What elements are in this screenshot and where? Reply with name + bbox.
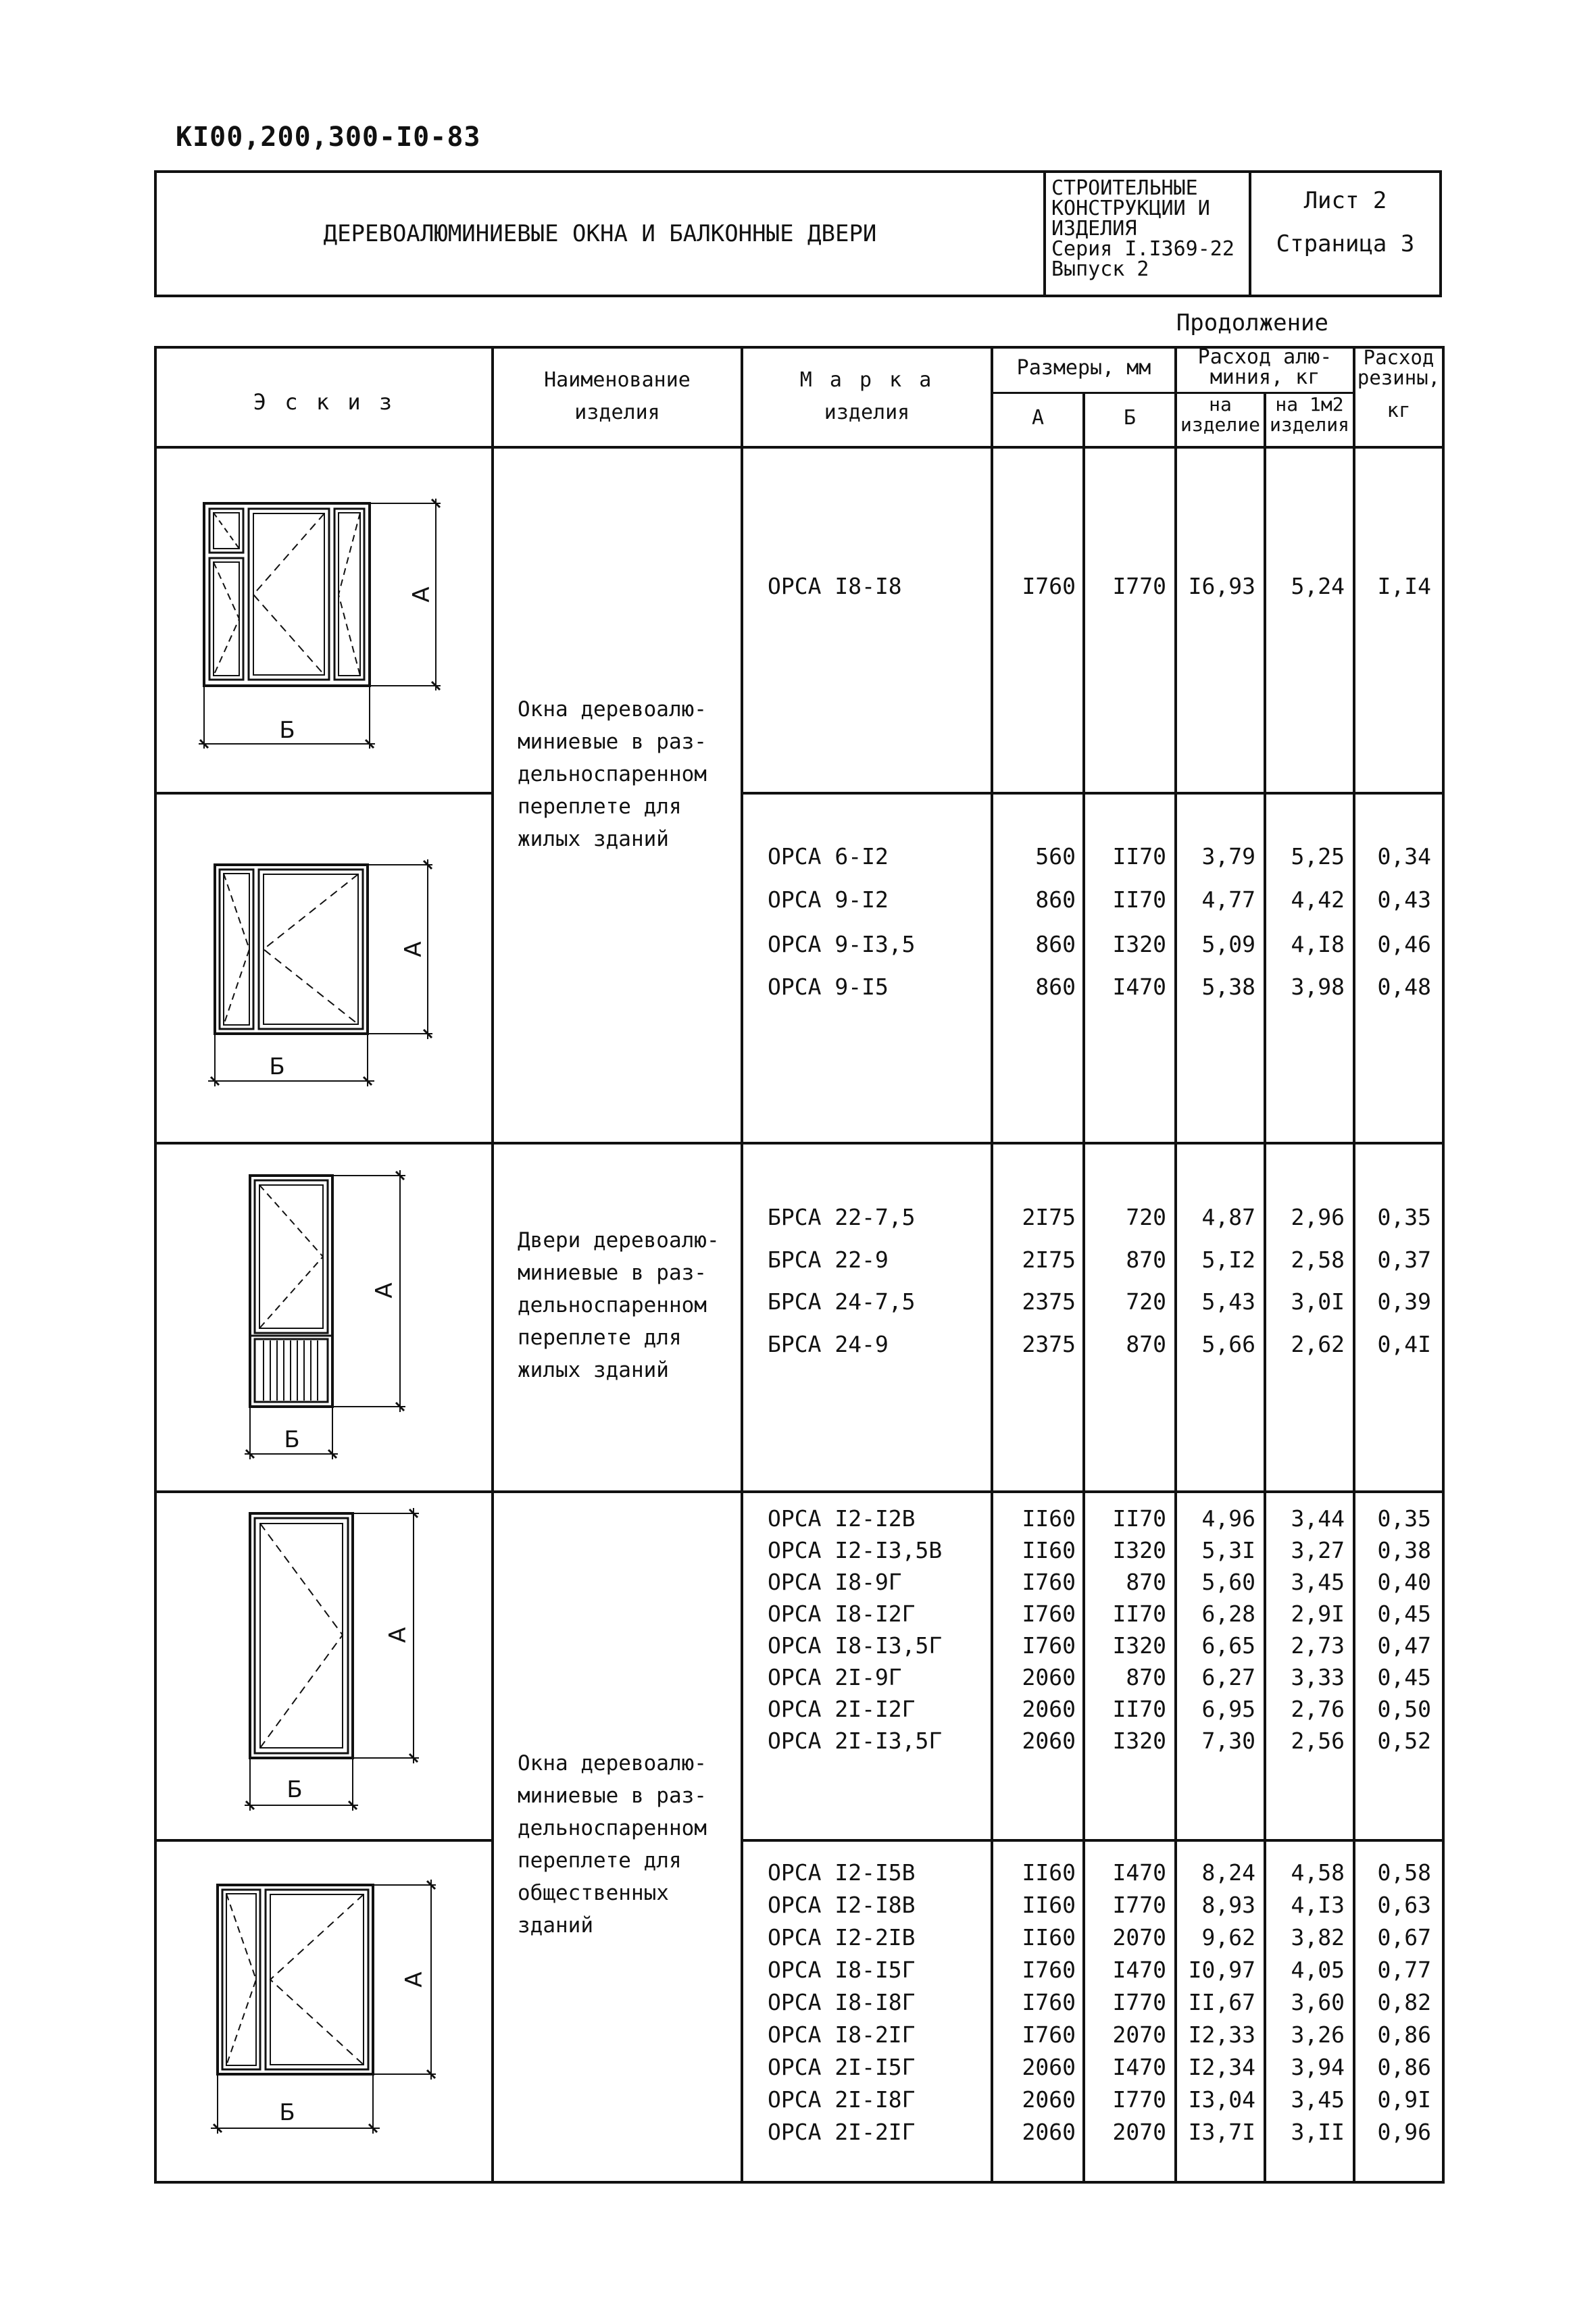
table-cell-rubber: 0,58 bbox=[1377, 1859, 1431, 1886]
table-cell-alu-m2: 3,94 bbox=[1291, 2054, 1345, 2080]
table-cell-alu-m2: 2,9I bbox=[1291, 1601, 1345, 1627]
item-name-line: миниевые в раз- bbox=[518, 730, 707, 754]
table-cell-alu-item: 4,96 bbox=[1201, 1505, 1255, 1532]
table-cell-alu-item: 6,28 bbox=[1201, 1601, 1255, 1627]
series-line: КОНСТРУКЦИИ И bbox=[1051, 197, 1210, 220]
table-cell-rubber: 0,38 bbox=[1377, 1537, 1431, 1563]
table-cell-alu-m2: 4,I3 bbox=[1291, 1892, 1345, 1918]
table-cell-mark: ОРСА 9-I5 bbox=[768, 974, 889, 1000]
table-cell-alu-m2: 5,24 bbox=[1291, 573, 1345, 599]
table-cell-mark: ОРСА I2-I5В bbox=[768, 1859, 916, 1886]
item-name-line: дельноспаренном bbox=[518, 762, 707, 786]
table-cell-alu-item: 5,60 bbox=[1201, 1569, 1255, 1595]
item-name-group-3 bbox=[518, 1747, 707, 1942]
table-cell-alu-m2: 3,26 bbox=[1291, 2021, 1345, 2048]
table-cell-mark: ОРСА 2I-9Г bbox=[768, 1664, 902, 1690]
dim-b-label: Б bbox=[286, 1776, 303, 1803]
table-cell-a: 2060 bbox=[1022, 1696, 1076, 1722]
table-cell-alu-item: 5,09 bbox=[1201, 931, 1255, 957]
table-cell-alu-item: 5,38 bbox=[1201, 974, 1255, 1000]
table-cell-mark: ОРСА I2-I3,5В bbox=[768, 1537, 943, 1563]
header-alu-item bbox=[1177, 395, 1264, 435]
table-cell-a: I760 bbox=[1022, 1632, 1076, 1659]
table-cell-mark: ОРСА 2I-2IГ bbox=[768, 2119, 916, 2145]
table-cell-alu-item: 4,77 bbox=[1201, 886, 1255, 913]
header-sizes: Размеры, мм bbox=[1016, 356, 1151, 380]
table-cell-a: 860 bbox=[1035, 931, 1076, 957]
header-sketch: Э с к и з bbox=[253, 389, 395, 415]
item-name-line: Окна деревоалю- bbox=[518, 697, 707, 722]
table-cell-alu-m2: 4,58 bbox=[1291, 1859, 1345, 1886]
item-name-line: зданий bbox=[518, 1913, 593, 1938]
header-mark bbox=[743, 369, 991, 424]
table-cell-alu-m2: 4,42 bbox=[1291, 886, 1345, 913]
sheet-info bbox=[1251, 173, 1439, 295]
continuation-label: Продолжение bbox=[1176, 309, 1328, 336]
header-name bbox=[494, 369, 741, 424]
header-rubber-line: Расход bbox=[1363, 346, 1435, 369]
table-cell-a: 2I75 bbox=[1022, 1247, 1076, 1273]
table-cell-b: I320 bbox=[1112, 931, 1166, 957]
table-cell-alu-m2: 4,I8 bbox=[1291, 931, 1345, 957]
table-cell-mark: ОРСА I8-I8Г bbox=[768, 1989, 916, 2015]
table-cell-rubber: 0,39 bbox=[1377, 1288, 1431, 1315]
table-cell-b: I320 bbox=[1112, 1537, 1166, 1563]
table-cell-alu-m2: 3,82 bbox=[1291, 1924, 1345, 1951]
item-name-line: миниевые в раз- bbox=[518, 1784, 707, 1808]
table-cell-mark: ОРСА I2-I8В bbox=[768, 1892, 916, 1918]
item-name-line: дельноспаренном bbox=[518, 1293, 707, 1317]
table-cell-alu-item: 8,24 bbox=[1201, 1859, 1255, 1886]
table-cell-mark: ОРСА I2-I2В bbox=[768, 1505, 916, 1532]
table-cell-a: I760 bbox=[1022, 573, 1076, 599]
table-cell-rubber: I,I4 bbox=[1377, 573, 1431, 599]
item-name-line: миниевые в раз- bbox=[518, 1261, 707, 1285]
table-cell-b: 720 bbox=[1126, 1288, 1166, 1315]
table-cell-alu-m2: 2,76 bbox=[1291, 1696, 1345, 1722]
item-name-group-1 bbox=[518, 693, 707, 855]
table-cell-alu-m2: 3,0I bbox=[1291, 1288, 1345, 1315]
item-name-line: переплете для bbox=[518, 795, 682, 819]
table-cell-alu-item: 7,30 bbox=[1201, 1728, 1255, 1754]
table-cell-alu-item: I3,7I bbox=[1188, 2119, 1255, 2145]
table-cell-b: II70 bbox=[1112, 1696, 1166, 1722]
table-cell-alu-item: I2,33 bbox=[1188, 2021, 1255, 2048]
header-rubber bbox=[1355, 347, 1442, 420]
dim-b-label: Б bbox=[279, 2099, 295, 2126]
series-line: Серия I.I369-22 bbox=[1051, 237, 1235, 261]
table-cell-alu-item: 6,65 bbox=[1201, 1632, 1255, 1659]
title-block bbox=[154, 170, 1442, 297]
table-cell-mark: ОРСА I8-2IГ bbox=[768, 2021, 916, 2048]
header-rubber-line: резины, bbox=[1357, 366, 1441, 389]
series-line: Выпуск 2 bbox=[1051, 257, 1149, 281]
table-cell-a: 2060 bbox=[1022, 2086, 1076, 2113]
table-cell-a: 2060 bbox=[1022, 1664, 1076, 1690]
header-alu-item-line: на bbox=[1209, 393, 1232, 416]
table-cell-b: 2070 bbox=[1112, 1924, 1166, 1951]
table-cell-b: I470 bbox=[1112, 1859, 1166, 1886]
table-cell-rubber: 0,86 bbox=[1377, 2021, 1431, 2048]
table-cell-b: 870 bbox=[1126, 1247, 1166, 1273]
table-cell-alu-item: I6,93 bbox=[1188, 573, 1255, 599]
dim-a-label: А bbox=[400, 941, 427, 957]
table-cell-alu-item: 5,43 bbox=[1201, 1288, 1255, 1315]
table-cell-rubber: 0,4I bbox=[1377, 1331, 1431, 1357]
table-cell-rubber: 0,48 bbox=[1377, 974, 1431, 1000]
table-cell-a: II60 bbox=[1022, 1924, 1076, 1951]
header-mark-line: М а р к а bbox=[799, 368, 934, 392]
item-name-line: дельноспаренном bbox=[518, 1816, 707, 1840]
table-cell-mark: ОРСА I2-2IВ bbox=[768, 1924, 916, 1951]
item-name-line: Двери деревоалю- bbox=[518, 1228, 720, 1253]
page-number: Страница 3 bbox=[1276, 230, 1415, 257]
table-cell-rubber: 0,35 bbox=[1377, 1505, 1431, 1532]
table-cell-alu-m2: 2,96 bbox=[1291, 1204, 1345, 1230]
table-cell-alu-item: 3,79 bbox=[1201, 843, 1255, 870]
table-cell-alu-item: 5,66 bbox=[1201, 1331, 1255, 1357]
table-cell-b: I770 bbox=[1112, 573, 1166, 599]
table-cell-b: 2070 bbox=[1112, 2119, 1166, 2145]
table-cell-alu-item: 8,93 bbox=[1201, 1892, 1255, 1918]
header-alu-item-line: изделие bbox=[1180, 413, 1260, 436]
table-cell-alu-item: 6,27 bbox=[1201, 1664, 1255, 1690]
table-cell-mark: ОРСА 2I-I3,5Г bbox=[768, 1728, 943, 1754]
table-cell-rubber: 0,35 bbox=[1377, 1204, 1431, 1230]
table-cell-b: II70 bbox=[1112, 886, 1166, 913]
table-cell-alu-item: 5,3I bbox=[1201, 1537, 1255, 1563]
series-info bbox=[1046, 173, 1251, 295]
table-cell-mark: ОРСА I8-I2Г bbox=[768, 1601, 916, 1627]
table-cell-b: II70 bbox=[1112, 843, 1166, 870]
table-cell-mark: ОРСА I8-I8 bbox=[768, 573, 902, 599]
table-cell-mark: ОРСА I8-I5Г bbox=[768, 1957, 916, 1983]
dim-a-label: А bbox=[401, 1971, 428, 1988]
item-name-line: жилых зданий bbox=[518, 827, 669, 851]
table-cell-mark: ОРСА 9-I2 bbox=[768, 886, 889, 913]
table-cell-rubber: 0,63 bbox=[1377, 1892, 1431, 1918]
table-cell-b: 2070 bbox=[1112, 2021, 1166, 2048]
table-cell-a: I760 bbox=[1022, 1601, 1076, 1627]
table-cell-rubber: 0,9I bbox=[1377, 2086, 1431, 2113]
table-cell-alu-m2: 4,05 bbox=[1291, 1957, 1345, 1983]
table-cell-rubber: 0,40 bbox=[1377, 1569, 1431, 1595]
table-cell-a: 560 bbox=[1035, 843, 1076, 870]
header-rubber-line: кг bbox=[1387, 399, 1411, 422]
table-cell-rubber: 0,45 bbox=[1377, 1601, 1431, 1627]
table-cell-alu-m2: 3,60 bbox=[1291, 1989, 1345, 2015]
table-cell-a: 2060 bbox=[1022, 2054, 1076, 2080]
table-cell-b: 720 bbox=[1126, 1204, 1166, 1230]
table-cell-rubber: 0,46 bbox=[1377, 931, 1431, 957]
table-cell-rubber: 0,96 bbox=[1377, 2119, 1431, 2145]
table-cell-b: I470 bbox=[1112, 2054, 1166, 2080]
table-cell-alu-m2: 3,II bbox=[1291, 2119, 1345, 2145]
window-sketch-double-large bbox=[203, 1871, 473, 2155]
table-cell-a: II60 bbox=[1022, 1505, 1076, 1532]
table-cell-alu-item: 5,I2 bbox=[1201, 1247, 1255, 1273]
table-cell-a: 2060 bbox=[1022, 1728, 1076, 1754]
table-cell-alu-item: I2,34 bbox=[1188, 2054, 1255, 2080]
header-size-b: Б bbox=[1123, 406, 1137, 430]
table-cell-alu-item: I3,04 bbox=[1188, 2086, 1255, 2113]
table-cell-alu-m2: 3,45 bbox=[1291, 1569, 1345, 1595]
table-cell-a: I760 bbox=[1022, 1989, 1076, 2015]
table-cell-mark: БРСА 24-9 bbox=[768, 1331, 889, 1357]
sheet-number: Лист 2 bbox=[1303, 187, 1387, 214]
table-cell-b: I320 bbox=[1112, 1632, 1166, 1659]
item-name-line: общественных bbox=[518, 1881, 669, 1905]
header-alu bbox=[1177, 347, 1353, 388]
table-cell-alu-m2: 2,73 bbox=[1291, 1632, 1345, 1659]
table-cell-a: 2I75 bbox=[1022, 1204, 1076, 1230]
dim-b-label: Б bbox=[269, 1053, 285, 1080]
item-name-group-2 bbox=[518, 1224, 720, 1386]
table-cell-b: 870 bbox=[1126, 1331, 1166, 1357]
table-cell-rubber: 0,77 bbox=[1377, 1957, 1431, 1983]
table-cell-a: II60 bbox=[1022, 1859, 1076, 1886]
dim-a-label: А bbox=[371, 1282, 398, 1299]
table-cell-rubber: 0,67 bbox=[1377, 1924, 1431, 1951]
table-cell-b: I470 bbox=[1112, 1957, 1166, 1983]
item-name-line: переплете для bbox=[518, 1326, 682, 1350]
table-cell-mark: ОРСА 9-I3,5 bbox=[768, 931, 916, 957]
header-alu-line: миния, кг bbox=[1210, 366, 1320, 389]
series-line: СТРОИТЕЛЬНЫЕ bbox=[1051, 176, 1198, 200]
table-cell-mark: ОРСА 2I-I5Г bbox=[768, 2054, 916, 2080]
table-cell-alu-m2: 2,56 bbox=[1291, 1728, 1345, 1754]
table-cell-rubber: 0,45 bbox=[1377, 1664, 1431, 1690]
document-code: КI00,200,300-I0-83 bbox=[176, 122, 481, 153]
document-title: ДЕРЕВОАЛЮМИНИЕВЫЕ ОКНА И БАЛКОННЫЕ ДВЕРИ bbox=[157, 173, 1046, 295]
table-cell-mark: ОРСА 2I-I8Г bbox=[768, 2086, 916, 2113]
table-cell-b: I770 bbox=[1112, 1989, 1166, 2015]
table-cell-rubber: 0,82 bbox=[1377, 1989, 1431, 2015]
window-sketch-triple bbox=[196, 493, 466, 777]
table-cell-alu-item: 4,87 bbox=[1201, 1204, 1255, 1230]
table-cell-b: I320 bbox=[1112, 1728, 1166, 1754]
table-cell-a: 860 bbox=[1035, 974, 1076, 1000]
table-cell-alu-m2: 5,25 bbox=[1291, 843, 1345, 870]
table-cell-rubber: 0,52 bbox=[1377, 1728, 1431, 1754]
header-name-line: изделия bbox=[574, 401, 660, 424]
table-cell-b: II70 bbox=[1112, 1601, 1166, 1627]
header-alu-m2-line: изделия bbox=[1269, 413, 1349, 436]
table-cell-mark: ОРСА 2I-I2Г bbox=[768, 1696, 916, 1722]
table-cell-alu-item: 9,62 bbox=[1201, 1924, 1255, 1951]
table-cell-alu-m2: 2,58 bbox=[1291, 1247, 1345, 1273]
table-cell-a: II60 bbox=[1022, 1537, 1076, 1563]
table-cell-rubber: 0,86 bbox=[1377, 2054, 1431, 2080]
item-name-line: переплете для bbox=[518, 1848, 682, 1873]
table-cell-rubber: 0,50 bbox=[1377, 1696, 1431, 1722]
table-cell-b: 870 bbox=[1126, 1569, 1166, 1595]
table-cell-mark: БРСА 22-9 bbox=[768, 1247, 889, 1273]
series-line: ИЗДЕЛИЯ bbox=[1051, 217, 1137, 241]
table-cell-rubber: 0,43 bbox=[1377, 886, 1431, 913]
header-mark-line: изделия bbox=[824, 401, 910, 424]
table-cell-b: 870 bbox=[1126, 1664, 1166, 1690]
table-cell-b: I770 bbox=[1112, 2086, 1166, 2113]
header-alu-m2 bbox=[1266, 395, 1353, 435]
table-cell-a: 2375 bbox=[1022, 1288, 1076, 1315]
dim-b-label: Б bbox=[279, 717, 295, 744]
table-cell-mark: ОРСА 6-I2 bbox=[768, 843, 889, 870]
table-cell-a: I760 bbox=[1022, 1569, 1076, 1595]
dim-a-label: А bbox=[408, 586, 435, 603]
table-cell-alu-item: I0,97 bbox=[1188, 1957, 1255, 1983]
table-cell-rubber: 0,37 bbox=[1377, 1247, 1431, 1273]
dim-a-label: А bbox=[384, 1627, 412, 1643]
table-cell-b: I770 bbox=[1112, 1892, 1166, 1918]
table-cell-alu-m2: 3,98 bbox=[1291, 974, 1345, 1000]
item-name-line: Окна деревоалю- bbox=[518, 1751, 707, 1776]
table-cell-mark: ОРСА I8-9Г bbox=[768, 1569, 902, 1595]
table-cell-a: I760 bbox=[1022, 1957, 1076, 1983]
table-cell-alu-item: II,67 bbox=[1188, 1989, 1255, 2015]
table-cell-alu-m2: 3,44 bbox=[1291, 1505, 1345, 1532]
header-name-line: Наименование bbox=[544, 368, 691, 392]
table-cell-rubber: 0,47 bbox=[1377, 1632, 1431, 1659]
header-size-a: А bbox=[1031, 406, 1045, 430]
table-cell-a: I760 bbox=[1022, 2021, 1076, 2048]
table-cell-a: 860 bbox=[1035, 886, 1076, 913]
table-cell-a: 2375 bbox=[1022, 1331, 1076, 1357]
header-alu-m2-line: на 1м2 bbox=[1275, 393, 1344, 416]
table-cell-b: I470 bbox=[1112, 974, 1166, 1000]
table-cell-alu-m2: 2,62 bbox=[1291, 1331, 1345, 1357]
table-cell-alu-m2: 3,27 bbox=[1291, 1537, 1345, 1563]
table-cell-b: II70 bbox=[1112, 1505, 1166, 1532]
table-cell-mark: БРСА 24-7,5 bbox=[768, 1288, 916, 1315]
table-cell-alu-m2: 3,33 bbox=[1291, 1664, 1345, 1690]
table-cell-a: 2060 bbox=[1022, 2119, 1076, 2145]
table-cell-rubber: 0,34 bbox=[1377, 843, 1431, 870]
item-name-line: жилых зданий bbox=[518, 1358, 669, 1382]
window-sketch-single bbox=[230, 1507, 473, 1831]
door-sketch bbox=[230, 1162, 473, 1466]
table-cell-alu-item: 6,95 bbox=[1201, 1696, 1255, 1722]
table-cell-mark: ОРСА I8-I3,5Г bbox=[768, 1632, 943, 1659]
dim-b-label: Б bbox=[284, 1426, 300, 1453]
header-alu-line: Расход алю- bbox=[1197, 345, 1332, 369]
table-cell-alu-m2: 3,45 bbox=[1291, 2086, 1345, 2113]
table-cell-a: II60 bbox=[1022, 1892, 1076, 1918]
window-sketch-double bbox=[203, 845, 473, 1128]
table-cell-mark: БРСА 22-7,5 bbox=[768, 1204, 916, 1230]
